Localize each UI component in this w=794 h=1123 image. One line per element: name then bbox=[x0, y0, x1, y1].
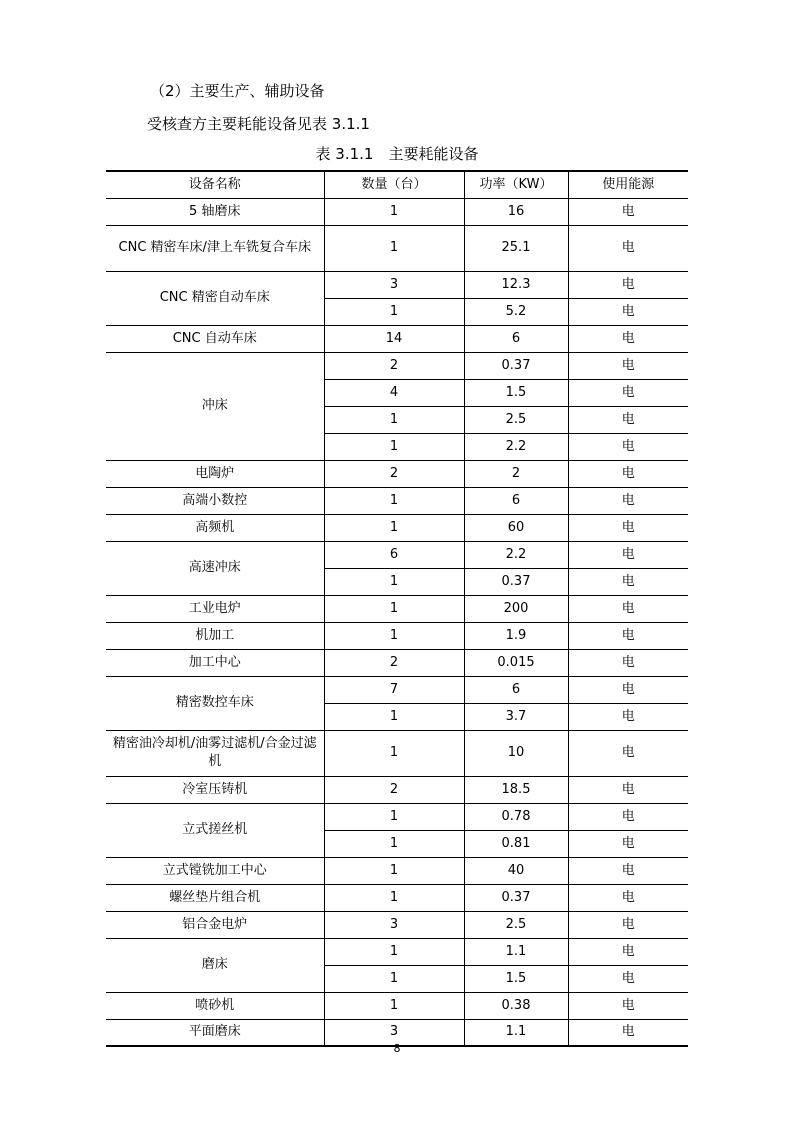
device-name-cell: 高速冲床 bbox=[106, 541, 324, 595]
energy-cell: 电 bbox=[568, 487, 688, 514]
device-name-cell: 5 轴磨床 bbox=[106, 198, 324, 225]
table-caption: 表 3.1.1 主要耗能设备 bbox=[315, 145, 479, 163]
quantity-cell: 3 bbox=[324, 271, 464, 298]
energy-cell: 电 bbox=[568, 730, 688, 776]
device-name-cell: 电陶炉 bbox=[106, 460, 324, 487]
table-row bbox=[106, 352, 688, 379]
table-row bbox=[106, 911, 688, 938]
table-row bbox=[106, 992, 688, 1019]
power-cell: 40 bbox=[464, 857, 568, 884]
energy-cell: 电 bbox=[568, 776, 688, 803]
power-cell: 0.37 bbox=[464, 568, 568, 595]
table-row bbox=[106, 857, 688, 884]
energy-cell: 电 bbox=[568, 803, 688, 830]
table-row bbox=[106, 487, 688, 514]
power-cell: 1.5 bbox=[464, 965, 568, 992]
quantity-cell: 6 bbox=[324, 541, 464, 568]
quantity-cell: 1 bbox=[324, 298, 464, 325]
quantity-cell: 1 bbox=[324, 965, 464, 992]
table-row bbox=[106, 225, 688, 271]
intro-text: 受核查方主要耗能设备见表 3.1.1 bbox=[147, 115, 370, 133]
energy-cell: 电 bbox=[568, 965, 688, 992]
table-body bbox=[106, 198, 688, 1046]
device-name-cell: 高频机 bbox=[106, 514, 324, 541]
table-row bbox=[106, 541, 688, 568]
power-cell: 0.78 bbox=[464, 803, 568, 830]
energy-cell: 电 bbox=[568, 938, 688, 965]
device-name-cell: CNC 精密车床/津上车铣复合车床 bbox=[106, 225, 324, 271]
device-name-cell: 加工中心 bbox=[106, 649, 324, 676]
quantity-cell: 1 bbox=[324, 622, 464, 649]
energy-cell: 电 bbox=[568, 884, 688, 911]
energy-cell: 电 bbox=[568, 703, 688, 730]
table-row bbox=[106, 595, 688, 622]
header-energy: 使用能源 bbox=[568, 171, 688, 198]
table-row bbox=[106, 803, 688, 830]
power-cell: 2.5 bbox=[464, 911, 568, 938]
table-row bbox=[106, 776, 688, 803]
table-row bbox=[106, 938, 688, 965]
device-name-cell: 机加工 bbox=[106, 622, 324, 649]
quantity-cell: 2 bbox=[324, 352, 464, 379]
quantity-cell: 1 bbox=[324, 487, 464, 514]
energy-cell: 电 bbox=[568, 271, 688, 298]
device-name-cell: CNC 精密自动车床 bbox=[106, 271, 324, 325]
energy-cell: 电 bbox=[568, 460, 688, 487]
device-name-cell: 精密油冷却机/油雾过滤机/合金过滤机 bbox=[106, 730, 324, 776]
power-cell: 1.1 bbox=[464, 1019, 568, 1046]
power-cell: 2.5 bbox=[464, 406, 568, 433]
table-row bbox=[106, 271, 688, 298]
header-device-name: 设备名称 bbox=[106, 171, 324, 198]
power-cell: 1.5 bbox=[464, 379, 568, 406]
table-row bbox=[106, 649, 688, 676]
device-name-cell: 立式镗铣加工中心 bbox=[106, 857, 324, 884]
energy-cell: 电 bbox=[568, 198, 688, 225]
device-name-cell: 冲床 bbox=[106, 352, 324, 460]
device-name-cell: 高端小数控 bbox=[106, 487, 324, 514]
page-number: 8 bbox=[393, 1042, 401, 1055]
energy-cell: 电 bbox=[568, 379, 688, 406]
device-name-cell: CNC 自动车床 bbox=[106, 325, 324, 352]
power-cell: 3.7 bbox=[464, 703, 568, 730]
power-cell: 0.38 bbox=[464, 992, 568, 1019]
power-cell: 12.3 bbox=[464, 271, 568, 298]
table-header-row bbox=[106, 171, 688, 198]
quantity-cell: 1 bbox=[324, 406, 464, 433]
equipment-table bbox=[106, 170, 688, 1047]
quantity-cell: 1 bbox=[324, 514, 464, 541]
power-cell: 0.81 bbox=[464, 830, 568, 857]
power-cell: 18.5 bbox=[464, 776, 568, 803]
device-name-cell: 铝合金电炉 bbox=[106, 911, 324, 938]
quantity-cell: 3 bbox=[324, 911, 464, 938]
quantity-cell: 1 bbox=[324, 857, 464, 884]
energy-cell: 电 bbox=[568, 676, 688, 703]
power-cell: 0.015 bbox=[464, 649, 568, 676]
energy-cell: 电 bbox=[568, 541, 688, 568]
device-name-cell: 精密数控车床 bbox=[106, 676, 324, 730]
table-row bbox=[106, 676, 688, 703]
energy-cell: 电 bbox=[568, 649, 688, 676]
header-quantity: 数量（台） bbox=[324, 171, 464, 198]
quantity-cell: 1 bbox=[324, 992, 464, 1019]
device-name-cell: 工业电炉 bbox=[106, 595, 324, 622]
energy-cell: 电 bbox=[568, 325, 688, 352]
energy-cell: 电 bbox=[568, 298, 688, 325]
quantity-cell: 1 bbox=[324, 803, 464, 830]
table-row bbox=[106, 514, 688, 541]
energy-cell: 电 bbox=[568, 857, 688, 884]
power-cell: 0.37 bbox=[464, 352, 568, 379]
energy-cell: 电 bbox=[568, 225, 688, 271]
header-power: 功率（KW） bbox=[464, 171, 568, 198]
quantity-cell: 3 bbox=[324, 1019, 464, 1046]
quantity-cell: 1 bbox=[324, 938, 464, 965]
device-name-cell: 立式搓丝机 bbox=[106, 803, 324, 857]
quantity-cell: 1 bbox=[324, 198, 464, 225]
table-row bbox=[106, 325, 688, 352]
quantity-cell: 1 bbox=[324, 884, 464, 911]
power-cell: 0.37 bbox=[464, 884, 568, 911]
quantity-cell: 1 bbox=[324, 595, 464, 622]
power-cell: 16 bbox=[464, 198, 568, 225]
quantity-cell: 1 bbox=[324, 568, 464, 595]
power-cell: 6 bbox=[464, 676, 568, 703]
energy-cell: 电 bbox=[568, 568, 688, 595]
power-cell: 1.9 bbox=[464, 622, 568, 649]
power-cell: 2.2 bbox=[464, 433, 568, 460]
power-cell: 2 bbox=[464, 460, 568, 487]
table-row bbox=[106, 730, 688, 776]
device-name-cell: 冷室压铸机 bbox=[106, 776, 324, 803]
quantity-cell: 2 bbox=[324, 649, 464, 676]
power-cell: 5.2 bbox=[464, 298, 568, 325]
table-row bbox=[106, 884, 688, 911]
energy-cell: 电 bbox=[568, 433, 688, 460]
power-cell: 200 bbox=[464, 595, 568, 622]
quantity-cell: 1 bbox=[324, 225, 464, 271]
quantity-cell: 1 bbox=[324, 830, 464, 857]
quantity-cell: 2 bbox=[324, 776, 464, 803]
table-row bbox=[106, 198, 688, 225]
energy-cell: 电 bbox=[568, 406, 688, 433]
quantity-cell: 1 bbox=[324, 433, 464, 460]
table-row bbox=[106, 622, 688, 649]
energy-cell: 电 bbox=[568, 1019, 688, 1046]
energy-cell: 电 bbox=[568, 911, 688, 938]
power-cell: 2.2 bbox=[464, 541, 568, 568]
quantity-cell: 14 bbox=[324, 325, 464, 352]
energy-cell: 电 bbox=[568, 595, 688, 622]
device-name-cell: 平面磨床 bbox=[106, 1019, 324, 1046]
power-cell: 25.1 bbox=[464, 225, 568, 271]
energy-cell: 电 bbox=[568, 514, 688, 541]
power-cell: 1.1 bbox=[464, 938, 568, 965]
energy-cell: 电 bbox=[568, 830, 688, 857]
quantity-cell: 1 bbox=[324, 703, 464, 730]
quantity-cell: 4 bbox=[324, 379, 464, 406]
power-cell: 6 bbox=[464, 487, 568, 514]
quantity-cell: 1 bbox=[324, 730, 464, 776]
energy-cell: 电 bbox=[568, 992, 688, 1019]
device-name-cell: 磨床 bbox=[106, 938, 324, 992]
quantity-cell: 2 bbox=[324, 460, 464, 487]
section-heading: （2）主要生产、辅助设备 bbox=[150, 82, 325, 100]
device-name-cell: 螺丝垫片组合机 bbox=[106, 884, 324, 911]
device-name-cell: 喷砂机 bbox=[106, 992, 324, 1019]
power-cell: 6 bbox=[464, 325, 568, 352]
energy-cell: 电 bbox=[568, 622, 688, 649]
table-row bbox=[106, 460, 688, 487]
energy-cell: 电 bbox=[568, 352, 688, 379]
power-cell: 10 bbox=[464, 730, 568, 776]
power-cell: 60 bbox=[464, 514, 568, 541]
quantity-cell: 7 bbox=[324, 676, 464, 703]
